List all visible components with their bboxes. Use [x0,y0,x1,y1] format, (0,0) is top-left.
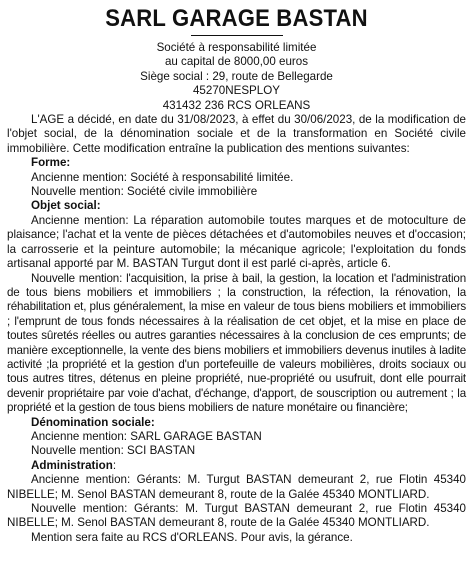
denomination-ancienne: Ancienne mention: SARL GARAGE BASTAN [31,429,262,443]
title-underline [191,35,283,36]
intro-paragraph: L'AGE a décidé, en date du 31/08/2023, à effet du 30/06/2023, de la modification de l'objet social, de la dénomination sociale et de la transformation en Société civile immobilière. Cette modification entraîne la publication des mentions suivantes: [7,113,466,155]
objet-ancienne: Ancienne mention: La réparation automobile toutes marques et de motoculture de plaisance; l'achat et la vente de pièces détachées et d'automobiles neuves et d'occasion; la carrosserie et la peinture automobile; la mécanique agricole; l'exploitation du fonds artisanal apporté par M. BASTAN Turgut dont il est parlé ci-après, article 6. [7,213,466,271]
administration-label-text: Administration [31,458,113,472]
forme-ancienne: Ancienne mention: Société à responsabilité limitée. [31,170,294,184]
administration-nouvelle: Nouvelle mention: Gérants: M. Turgut BASTAN demeurant 2, rue Flotin 45340 NIBELLE; M. Senol BASTAN demeurant 8, route de la Galée 45340 MONTLIARD. [7,502,466,530]
forme-nouvelle: Nouvelle mention: Société civile immobilière [31,185,258,199]
denomination-nouvelle: Nouvelle mention: SCI BASTAN [31,444,196,458]
objet-label: Objet social: [31,199,101,213]
company-header [7,41,466,113]
forme-label: Forme: [31,156,71,170]
company-seat: Siège social : 29, route de Bellegarde [140,69,333,83]
company-capital: au capital de 8000,00 euros [164,55,309,69]
denomination-label: Dénomination sociale: [31,415,155,429]
notice-title: SARL GARAGE BASTAN [105,5,368,32]
company-city: 45270NESPLOY [192,84,280,98]
company-rcs: 431432 236 RCS ORLEANS [162,98,311,112]
company-form: Société à responsabilité limitée [156,41,317,54]
administration-label-colon: : [112,458,117,472]
administration-ancienne: Ancienne mention: Gérants: M. Turgut BASTAN demeurant 2, rue Flotin 45340 NIBELLE; M. Senol BASTAN demeurant 8, route de la Galée 45340 MONTLIARD. [7,473,466,501]
objet-nouvelle: Nouvelle mention: l'acquisition, la prise à bail, la gestion, la location et l'administration de tous biens mobiliers et immobiliers ; la construction, la réfection, la rénovation, la réhabilitation et, plus généralement, la mise en valeur de tous biens mobiliers et immobiliers ; l'emprunt de tous fonds nécessaires à la réalisation de cet objet, et la mise en place de toutes sûretés réelles ou autres garanties nécessaires à la conclusion de ces emprunts; de manière exceptionnelle, la vente des biens mobiliers et immobiliers devenus inutiles à ladite activité ;la propriété et la gestion d'un portefeuille de valeurs mobilières, droits sociaux ou tous autres titres, détenus en pleine propriété, nue-propriété ou usufruit, dont elle pourrait devenir propriétaire par voie d'achat, d'échange, d'apport, de souscription ou autrement ; la propriété et la gestion de tous biens mobiliers de nature monétaire ou financière; [7,271,466,415]
closing-statement: Mention sera faite au RCS d'ORLEANS. Pour avis, la gérance. [31,530,353,544]
administration-label [7,459,466,473]
